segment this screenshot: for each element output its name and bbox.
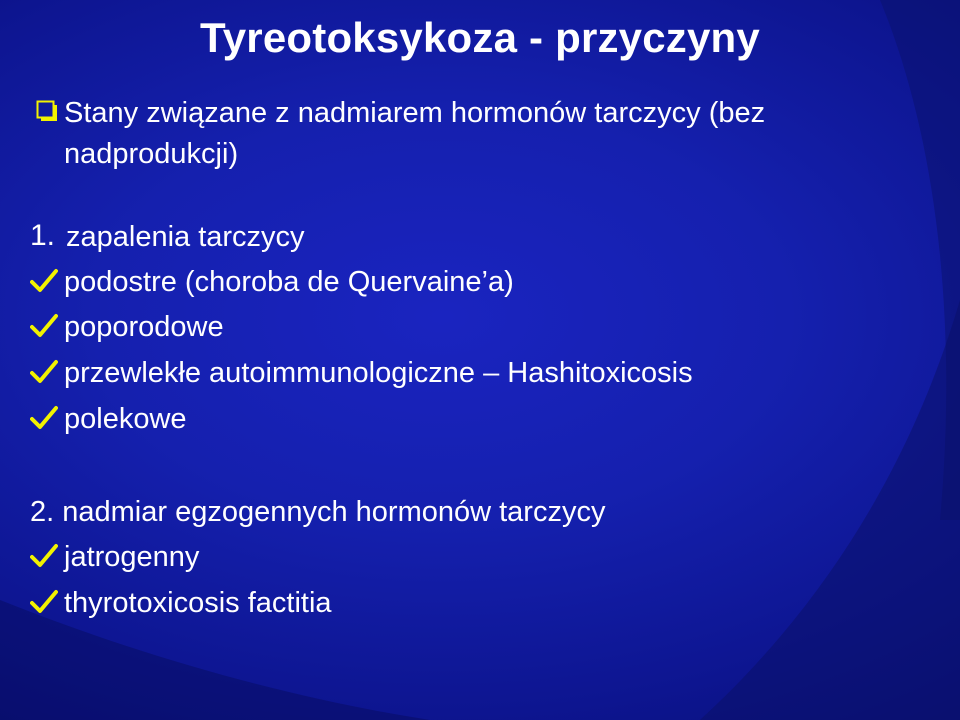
yellow-checkmark-icon	[30, 589, 58, 615]
section1-heading: zapalenia tarczycy	[66, 221, 305, 253]
yellow-checkmark-icon	[30, 543, 58, 569]
slide-title: Tyreotoksykoza - przyczyny	[200, 14, 760, 61]
section2-item: jatrogenny	[64, 541, 200, 573]
section2-item: thyrotoxicosis factitia	[64, 587, 332, 619]
hollow-square-bullet-icon	[36, 100, 58, 122]
yellow-checkmark-icon	[30, 313, 58, 339]
yellow-checkmark-icon	[30, 405, 58, 431]
section1-item: poporodowe	[64, 311, 224, 343]
section1-item: polekowe	[64, 403, 187, 435]
yellow-checkmark-icon	[30, 268, 58, 294]
section1-item: przewlekłe autoimmunologiczne – Hashitoxicosis	[64, 357, 693, 389]
intro-line-1: Stany związane z nadmiarem hormonów tarczycy (bez	[64, 97, 766, 129]
section1-item: podostre (choroba de Quervaine’a)	[64, 266, 514, 298]
section1-number: 1.	[30, 219, 56, 252]
intro-line-2: nadprodukcji)	[64, 138, 239, 170]
section2-heading: 2. nadmiar egzogennych hormonów tarczycy	[30, 496, 606, 528]
yellow-checkmark-icon	[30, 359, 58, 385]
